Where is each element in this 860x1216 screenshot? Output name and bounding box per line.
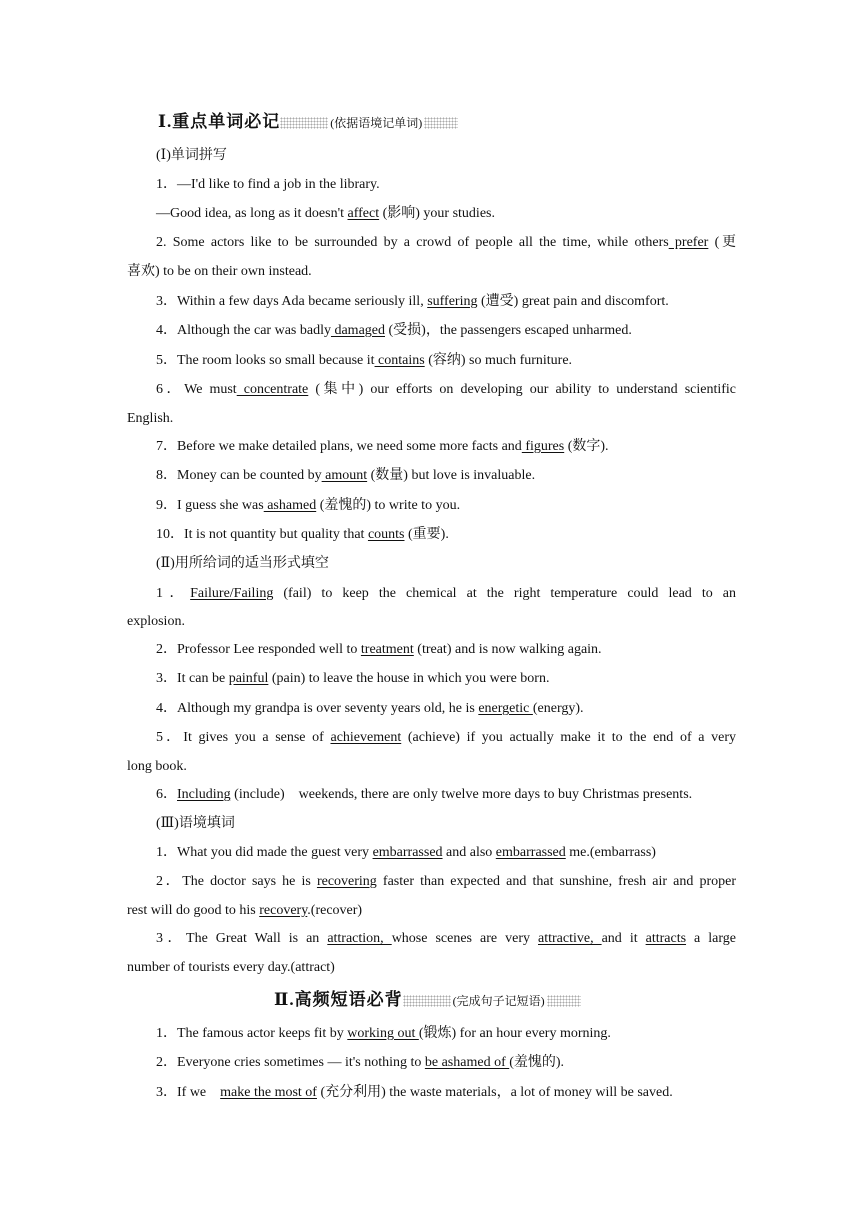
section-2-header [274, 989, 581, 1012]
line-text: (数字). [564, 439, 609, 454]
line-text: (achieve) if you actually make it to the end of a very [401, 730, 736, 745]
line-text: 2．Professor Lee responded well to [156, 642, 361, 657]
answer-blank: embarrassed [372, 845, 443, 860]
exercise-line [156, 526, 736, 544]
exercise-line [156, 438, 736, 456]
line-text: (受损)，the passengers escaped unharmed. [385, 323, 632, 338]
line-text: 6． [156, 787, 177, 802]
exercise-line [156, 205, 736, 223]
line-text: .(recover) [307, 903, 363, 918]
exercise-line [156, 1025, 736, 1043]
answer-blank: painful [228, 671, 269, 686]
dotted-decoration [403, 995, 451, 1007]
answer-blank: contains [374, 353, 425, 368]
exercise-line [156, 497, 736, 515]
line-text: (fail) to keep the chemical at the right temperature could lead to an [273, 586, 737, 601]
exercise-line [127, 758, 736, 776]
line-text: 喜欢) to be on their own instead. [127, 264, 312, 279]
line-text: (影响) your studies. [379, 206, 495, 221]
exercise-line [127, 902, 736, 920]
line-text: a large [686, 931, 736, 946]
dotted-decoration [424, 117, 458, 129]
line-text: 3．Within a few days Ada became seriously ill, [156, 294, 428, 309]
section-1-header [158, 111, 458, 134]
line-text: 5．It gives you a sense of [156, 730, 331, 745]
section-1-note: (依据语境记单词) [330, 116, 423, 130]
line-text: and also [442, 845, 496, 860]
line-text: number of tourists every day.(attract) [127, 960, 335, 975]
exercise-line [156, 467, 736, 485]
answer-blank: recovery [259, 903, 308, 918]
line-text: English. [127, 411, 174, 426]
exercise-line [156, 1084, 736, 1102]
exercise-line [156, 293, 736, 311]
line-text: (羞愧的). [509, 1055, 565, 1070]
exercise-line [127, 410, 736, 428]
line-text: 9．I guess she was [156, 498, 264, 513]
answer-blank: prefer [668, 235, 709, 250]
line-text: 1．What you did made the guest very [156, 845, 373, 860]
line-text: 8．Money can be counted by [156, 468, 322, 483]
line-text: 5．The room looks so small because it [156, 353, 375, 368]
line-text: 10．It is not quantity but quality that [156, 527, 368, 542]
answer-blank: achievement [330, 730, 402, 745]
line-text: (更 [708, 235, 736, 250]
answer-blank: Failure/Failing [190, 586, 274, 601]
answer-blank: attraction, [327, 931, 392, 946]
line-text: faster than expected and that sunshine, fresh air and proper [376, 874, 736, 889]
answer-blank: amount [321, 468, 368, 483]
line-text: 7．Before we make detailed plans, we need some more facts and [156, 439, 522, 454]
section-2-note: (完成句子记短语) [452, 994, 545, 1008]
answer-blank: concentrate [236, 382, 309, 397]
line-text: (充分利用) the waste materials，a lot of money will be saved. [316, 1085, 673, 1100]
line-text: and it [601, 931, 646, 946]
line-text: (重要). [404, 527, 449, 542]
answer-blank: attracts [645, 931, 687, 946]
line-text: explosion. [127, 614, 185, 629]
exercise-line [156, 176, 736, 194]
line-text: 2．Everyone cries sometimes — it's nothing to [156, 1055, 425, 1070]
line-text: —Good idea, as long as it doesn't [156, 206, 348, 221]
exercise-line [156, 844, 736, 862]
line-text: (energy). [532, 701, 584, 716]
answer-blank: affect [347, 206, 380, 221]
line-text: (锻炼) for an hour every morning. [418, 1026, 611, 1041]
part-1-heading: (Ⅰ)单词拼写 [156, 148, 227, 163]
line-text: (遭受) great pain and discomfort. [477, 294, 669, 309]
answer-blank: Including [177, 787, 231, 802]
exercise-line [156, 1054, 736, 1072]
exercise-line [127, 613, 736, 631]
exercise-line [156, 786, 736, 804]
line-text: (羞愧的) to write to you. [316, 498, 461, 513]
line-text: rest will do good to his [127, 903, 260, 918]
line-text: me.(embarrass) [565, 845, 656, 860]
answer-blank: suffering [427, 294, 478, 309]
answer-blank: treatment [360, 642, 414, 657]
line-text: long book. [127, 759, 187, 774]
line-text: (include) weekends, there are only twelve more days to buy Christmas presents. [230, 787, 693, 802]
line-text: 4．Although the car was badly [156, 323, 331, 338]
part-3-heading: (Ⅲ)语境填词 [156, 816, 235, 831]
exercise-line [156, 322, 736, 340]
exercise-line [156, 641, 736, 659]
section-2-title: Ⅱ.高频短语必背 [274, 990, 403, 1009]
exercise-line [156, 729, 736, 747]
line-text: (集中) our efforts on developing our ability to understand scientific [308, 382, 737, 397]
answer-blank: be ashamed of [424, 1055, 510, 1070]
answer-blank: recovering [316, 874, 377, 889]
exercise-line [156, 381, 736, 399]
line-text: 2．The doctor says he is [156, 874, 317, 889]
line-text: 6．We must [156, 382, 237, 397]
dotted-decoration [280, 117, 328, 129]
exercise-line [156, 352, 736, 370]
line-text: (数量) but love is invaluable. [367, 468, 536, 483]
exercise-line [156, 670, 736, 688]
answer-blank: figures [521, 439, 565, 454]
answer-blank: ashamed [263, 498, 317, 513]
section-1-title: Ⅰ.重点单词必记 [158, 112, 281, 131]
line-text: 2. Some actors like to be surrounded by a crowd of people all the time, while others [156, 235, 669, 250]
exercise-line [156, 585, 736, 603]
exercise-line [127, 263, 736, 281]
line-text: (容纳) so much furniture. [424, 353, 573, 368]
exercise-line [156, 930, 736, 948]
line-text: 3．It can be [156, 671, 229, 686]
line-text: 1．The famous actor keeps fit by [156, 1026, 348, 1041]
line-text: 4．Although my grandpa is over seventy years old, he is [156, 701, 479, 716]
line-text: (treat) and is now walking again. [413, 642, 602, 657]
exercise-line [156, 873, 736, 891]
answer-blank: damaged [330, 323, 385, 338]
answer-blank: counts [367, 527, 405, 542]
answer-blank: energetic [478, 701, 533, 716]
exercise-line [156, 700, 736, 718]
dotted-decoration [547, 995, 581, 1007]
line-text: (pain) to leave the house in which you were born. [268, 671, 550, 686]
line-text: 3．If we [156, 1085, 221, 1100]
answer-blank: embarrassed [495, 845, 566, 860]
answer-blank: working out [347, 1026, 419, 1041]
part-2-heading: (Ⅱ)用所给词的适当形式填空 [156, 556, 329, 571]
line-text: whose scenes are very [391, 931, 538, 946]
line-text: 1． [156, 586, 191, 601]
line-text: 1．—I'd like to find a job in the library. [156, 177, 380, 192]
exercise-line [127, 959, 736, 977]
answer-blank: make the most of [220, 1085, 317, 1100]
answer-blank: attractive, [538, 931, 602, 946]
exercise-line [156, 234, 736, 252]
line-text: 3．The Great Wall is an [156, 931, 328, 946]
